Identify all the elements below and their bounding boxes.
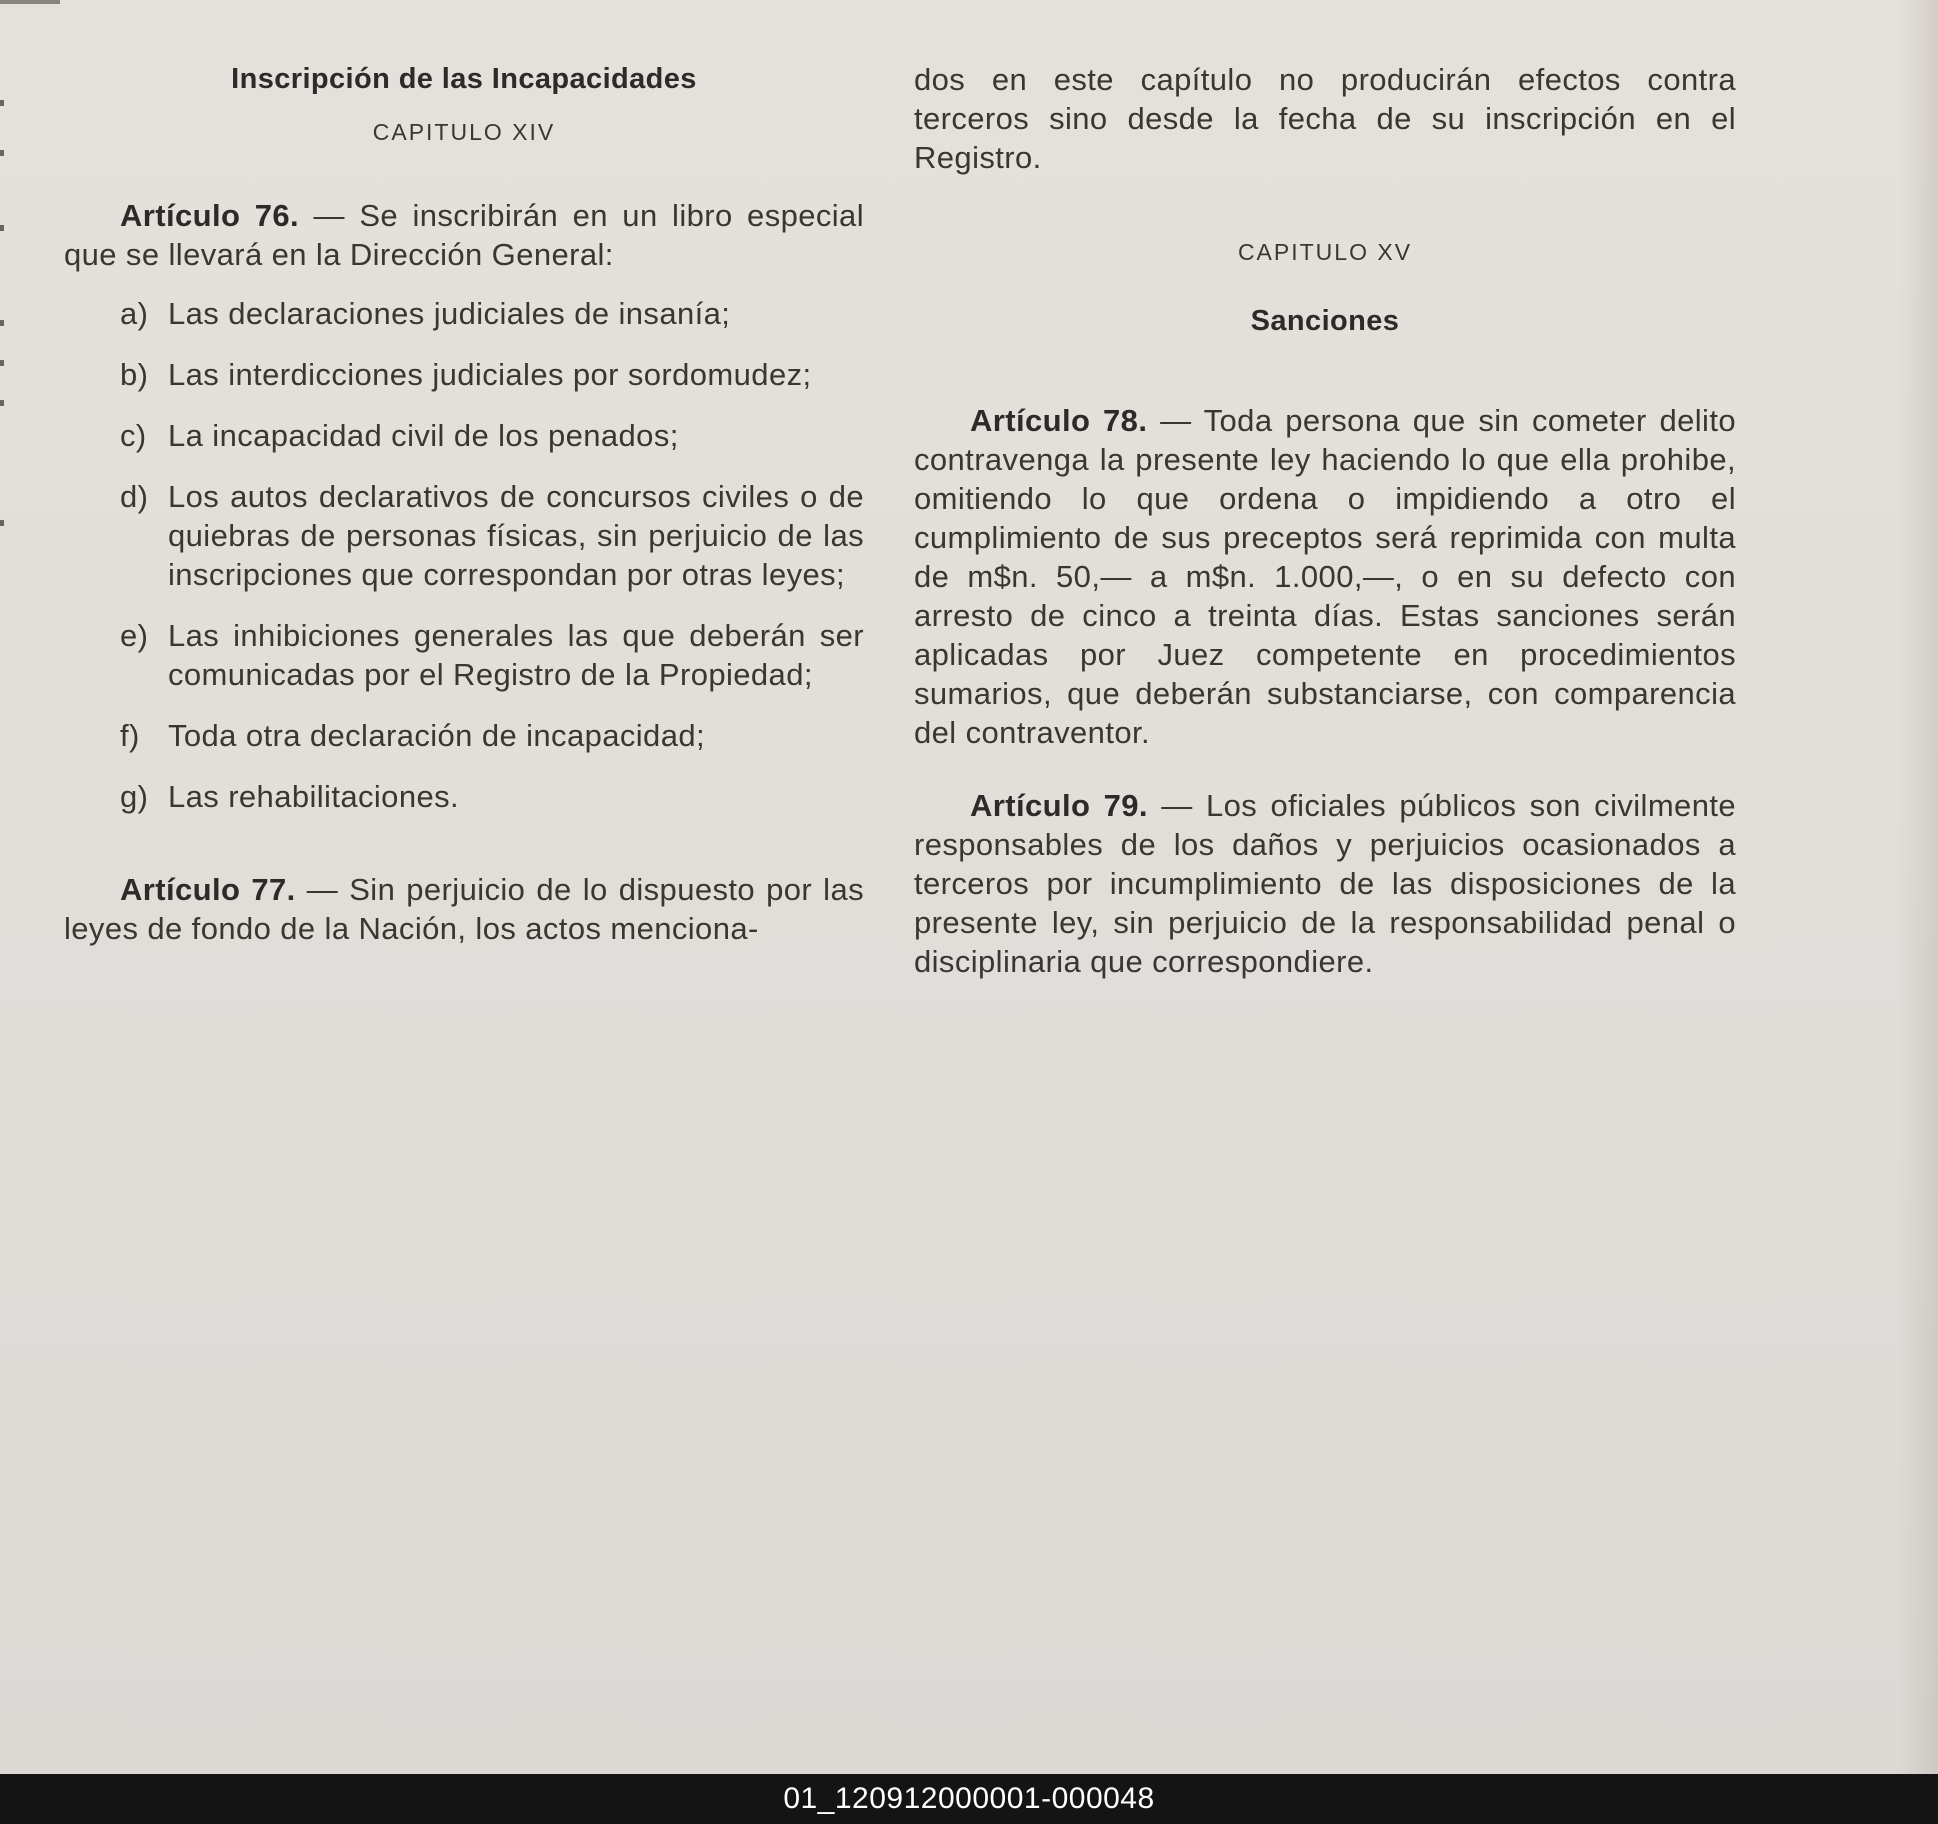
article-76-label: Artículo 76.	[120, 198, 300, 233]
chapter-xiv: CAPITULO XIV	[372, 119, 556, 145]
list-item-text: Las interdicciones judiciales por sordomudez;	[168, 357, 812, 392]
article-76-text: — Se inscribirán en un libro especial que se llevará en la Dirección General:	[64, 198, 864, 272]
article-77-continuation: dos en este capítulo no producirán efectos contra terceros sino desde la fecha de su inscripción en el Registro.	[914, 62, 1736, 175]
list-item-marker: e)	[120, 618, 149, 653]
list-item-marker: c)	[120, 418, 147, 453]
article-79	[914, 786, 1736, 981]
list-item-marker: b)	[120, 357, 149, 392]
right-column	[914, 60, 1736, 981]
list-item-text: Las inhibiciones generales las que deberán ser comunicadas por el Registro de la Propiedad;	[168, 618, 864, 692]
image-id-label: 01_120912000001-000048	[783, 1782, 1155, 1815]
list-item-text: Las rehabilitaciones.	[168, 779, 460, 814]
list-item	[64, 777, 864, 816]
corner-mark	[0, 0, 60, 4]
article-79-text: — Los oficiales públicos son civilmente responsables de los daños y perjuicios ocasionados a terceros por incumplimiento de las disposiciones de la presente ley, sin perjuicio de la responsabilidad penal o disciplinaria que correspondiere.	[914, 788, 1736, 979]
list-item-text: Las declaraciones judiciales de insanía;	[168, 296, 731, 331]
left-column	[64, 60, 864, 948]
list-item	[64, 416, 864, 455]
article-78-label: Artículo 78.	[970, 403, 1148, 438]
list-item	[64, 355, 864, 394]
image-id-bar	[0, 1774, 1938, 1824]
list-item-text: La incapacidad civil de los penados;	[168, 418, 679, 453]
article-78-text: — Toda persona que sin cometer delito contravenga la presente ley haciendo lo que ella prohibe, omitiendo lo que ordena o impidiendo a otro el cumplimiento de sus preceptos será reprimida con multa de m$n. 50,— a m$n. 1.000,—, o en su defecto con arresto de cinco a treinta días. Estas sanciones serán aplicadas por Juez competente en procedimientos sumarios, que deberán substanciarse, con comparencia del contraventor.	[914, 403, 1736, 750]
list-item-text: Los autos declarativos de concursos civiles o de quiebras de personas físicas, sin perjuicio de las inscripciones que correspondan por otras leyes;	[168, 479, 864, 592]
list-item-marker: d)	[120, 479, 149, 514]
chapter-xv: CAPITULO XV	[1237, 239, 1413, 265]
article-77-label: Artículo 77.	[120, 872, 296, 907]
list-item	[64, 294, 864, 333]
article-77	[64, 870, 864, 948]
binding-edge-marks	[0, 0, 6, 600]
list-item-marker: g)	[120, 779, 149, 814]
list-item	[64, 616, 864, 694]
list-item	[64, 477, 864, 594]
list-item	[64, 716, 864, 755]
article-76	[64, 196, 864, 274]
list-item-marker: f)	[120, 718, 140, 753]
list-item-marker: a)	[120, 296, 149, 331]
list-item-text: Toda otra declaración de incapacidad;	[168, 718, 705, 753]
article-79-label: Artículo 79.	[970, 788, 1148, 823]
section-title-incapacidades: Inscripción de las Incapacidades	[231, 63, 697, 95]
article-78	[914, 401, 1736, 752]
article-77-text: — Sin perjuicio de lo dispuesto por las leyes de fondo de la Nación, los actos menciona-	[64, 872, 864, 946]
section-title-sanciones: Sanciones	[1250, 305, 1400, 337]
